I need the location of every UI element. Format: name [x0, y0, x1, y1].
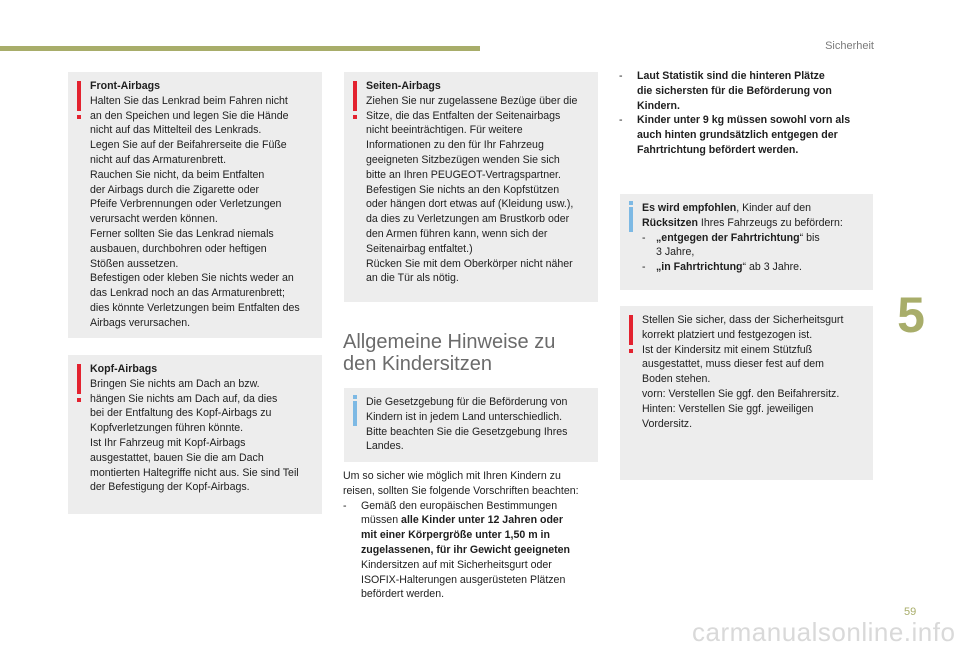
front-airbags-title: Front-Airbags	[90, 80, 161, 92]
warning-icon	[77, 81, 81, 111]
info-icon	[629, 207, 633, 232]
warning-icon	[629, 315, 633, 345]
statistics-rules	[619, 69, 881, 158]
chapter-number: 5	[897, 287, 925, 343]
recommendation-info: Es wird empfohlen, Kinder auf den Rücksitzen Ihres Fahrzeugs zu befördern: - „entgegen der Fahrtrichtung“ bis 3 Jahre, - „in Fahrtrichtung“ ab 3 Jahre.	[620, 194, 873, 290]
warning-icon	[353, 81, 357, 111]
seatbelt-warning	[620, 306, 873, 480]
front-airbags-text: Halten Sie das Lenkrad beim Fahren nicht an den Speichen und legen Sie die Hände nicht auf das Mittelteil des Lenkrads. Legen Sie auf der Beifahrerseite die Füße nicht auf das Armaturenbrett. Rauchen Sie nicht, da beim Entfalten der Airbags durch die Zigarette oder Pfeife Verbrennungen oder Verletzungen verursacht werden können. Ferner sollten Sie das Lenkrad niemals ausbauen, durchbohren oder heftigen Stößen aussetzen. Befestigen oder kleben Sie nichts weder an das Lenkrad noch an das Armaturenbrett; dies könnte Verletzungen beim Entfalten des Airbags verursachen.	[90, 94, 300, 329]
seatbelt-text: Stellen Sie sicher, dass der Sicherheitsgurt korrekt platziert und festgezogen ist. Ist der Kindersitz mit einem Stützfuß ausgestattet, muss dieser fest auf dem Boden stehen. vorn: Verstellen Sie ggf. den Beifahrersitz. Hinten: Verstellen Sie ggf. jeweiligen Vordersitz.	[642, 314, 844, 430]
side-airbags-text: Ziehen Sie nur zugelassene Bezüge über die Sitze, die das Entfalten der Seitenairbags nicht beeinträchtigen. Für weitere Informationen zu den für Ihr Fahrzeug geeigneten Sitzbezügen wenden Sie sich bitte an Ihren PEUGEOT-Vertragspartner. Befestigen Sie nichts an den Kopfstützen oder hängen dort etwas auf (Kleidung usw.), da dies zu Verletzungen am Brustkorb oder den Armen führen kann, wenn sich der Seitenairbag entfaltet.) Rücken Sie mit dem Oberkörper nicht näher an die Tür als nötig.	[366, 94, 578, 285]
legislation-info	[344, 388, 598, 462]
page-number: 59	[904, 606, 917, 618]
legislation-text: Die Gesetzgebung für die Beförderung von Kindern ist in jedem Land unterschiedlich. Bitte beachten Sie die Gesetzgebung Ihres Landes.	[366, 396, 568, 453]
head-airbags-warning	[68, 355, 322, 514]
warning-icon	[77, 364, 81, 394]
rules-intro: Um so sicher wie möglich mit Ihren Kindern zu reisen, sollten Sie folgende Vorschriften beachten:	[343, 470, 579, 497]
list-item: - „in Fahrtrichtung“ ab 3 Jahre.	[642, 261, 802, 274]
head-airbags-title: Kopf-Airbags	[90, 363, 158, 375]
list-item: - Kinder unter 9 kg müssen sowohl vorn als auch hinten grundsätzlich entgegen der Fahrtrichtung befördert werden.	[619, 114, 851, 156]
watermark: carmanualsonline.info	[692, 617, 956, 647]
list-item: - „entgegen der Fahrtrichtung“ bis 3 Jahre,	[642, 231, 820, 259]
front-airbags-warning	[68, 72, 322, 338]
list-item: - Gemäß den europäischen Bestimmungen müssen alle Kinder unter 12 Jahren oder mit einer Körpergröße unter 1,50 m in zugelassenen, für ihr Gewicht geeigneten Kindersitzen auf mit Sicherheitsgurt oder ISOFIX-Halterungen ausgerüsteten Plätzen befördert werden.	[343, 499, 570, 601]
side-airbags-warning	[344, 72, 598, 302]
info-icon	[353, 401, 357, 426]
child-seat-rules	[343, 469, 605, 602]
list-item: - Laut Statistik sind die hinteren Plätze die sichersten für die Beförderung von Kindern.	[619, 70, 832, 112]
section-heading: Allgemeine Hinweise zu den Kindersitzen	[343, 331, 556, 375]
head-airbags-text: Bringen Sie nichts am Dach an bzw. hängen Sie nichts am Dach auf, da dies bei der Entfaltung des Kopf-Airbags zu Kopfverletzungen führen könnte. Ist Ihr Fahrzeug mit Kopf-Airbags ausgestattet, bauen Sie die am Dach montierten Haltegriffe nicht aus. Sie sind Teil der Befestigung der Kopf-Airbags.	[90, 377, 299, 494]
section-title: Sicherheit	[825, 40, 874, 52]
side-airbags-title: Seiten-Airbags	[366, 80, 441, 92]
header-rule	[0, 46, 480, 51]
